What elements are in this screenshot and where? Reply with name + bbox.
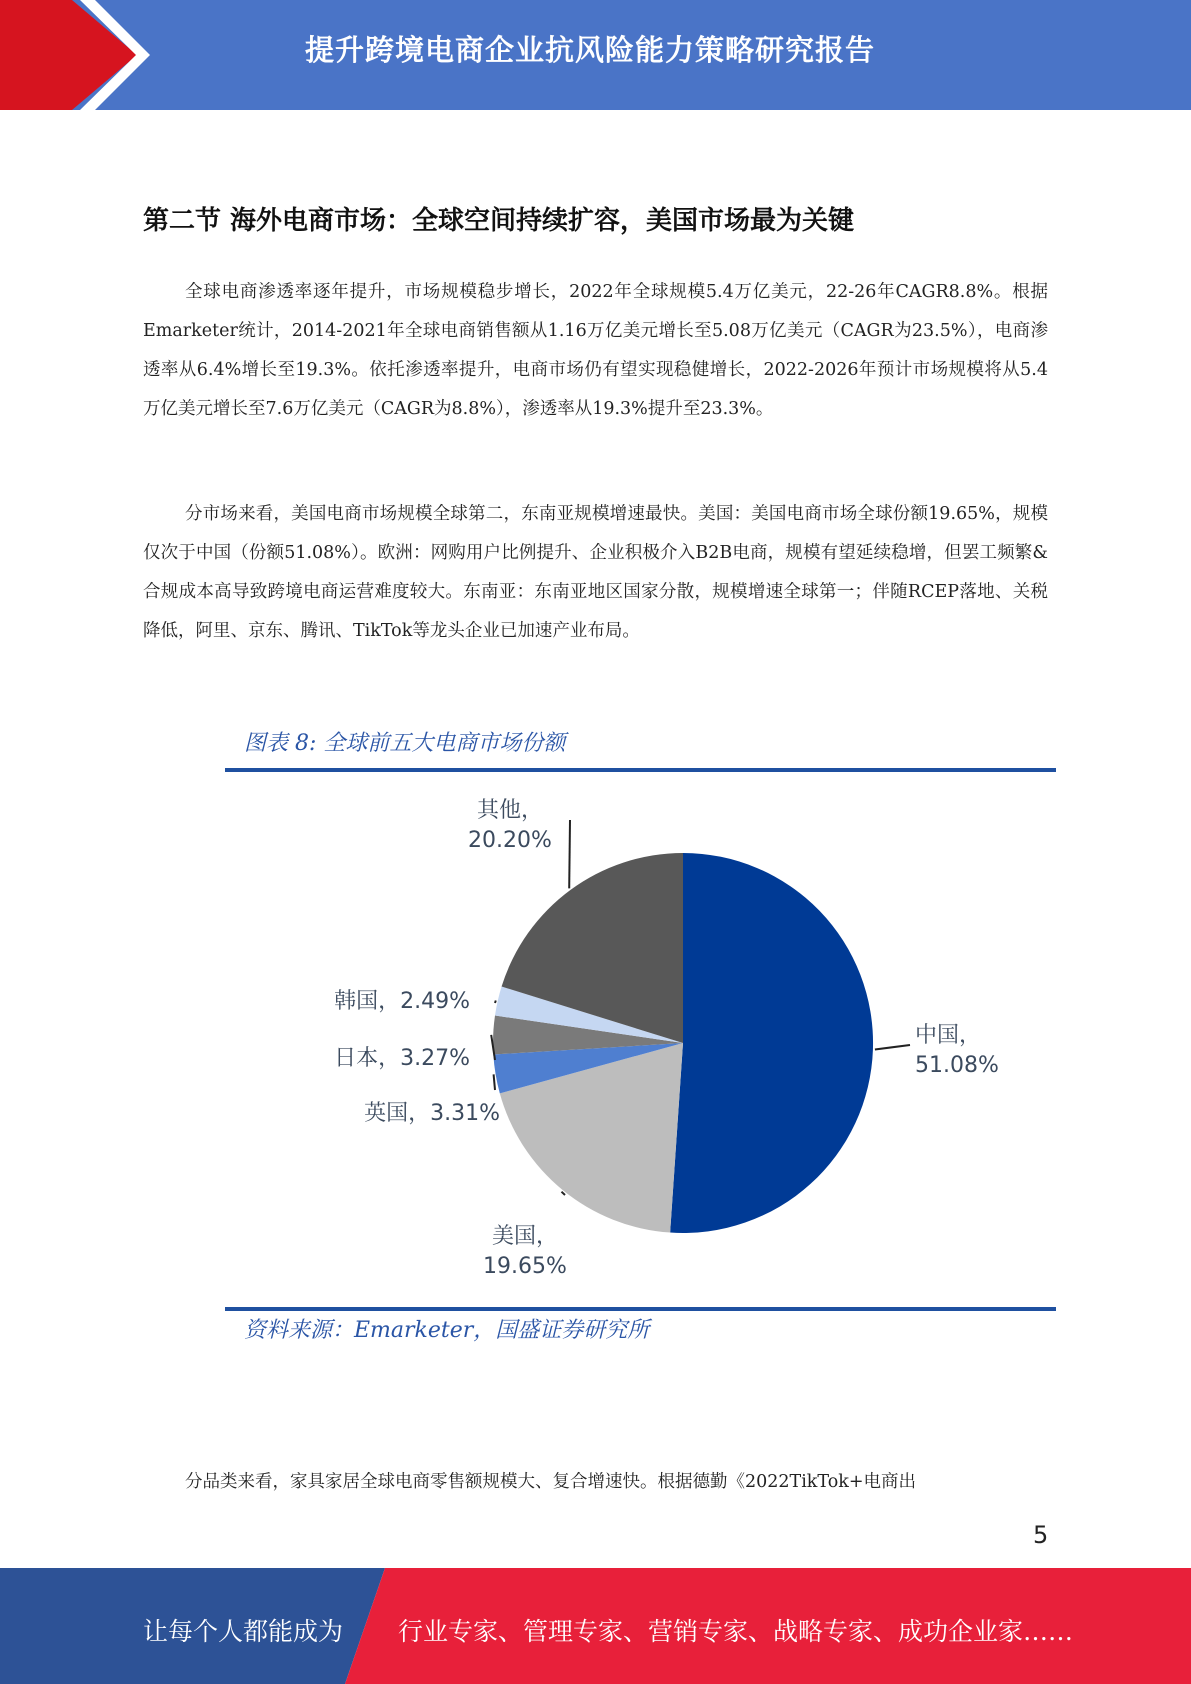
slice-label-美国: 美国， <box>491 1224 559 1249</box>
paragraph-regional-market: 分市场来看，美国电商市场规模全球第二，东南亚规模增速最快。美国：美国电商市场全球份额19.65%，规模仅次于中国（份额51.08%）。欧洲：网购用户比例提升、企业积极介入B2B电商，规模有望延续稳增，但罢工频繁&合规成本高导致跨境电商运营难度较大。东南亚：东南亚地区国家分散，规模增速全球第一；伴随RCEP落地、关税降低，阿里、京东、腾讯、TikTok等龙头企业已加速产业布局。 <box>143 504 1048 641</box>
leader-line-中国 <box>875 1045 910 1050</box>
slice-value-其他: 20.20% <box>468 828 552 853</box>
figure-bottom-rule <box>225 1307 1056 1311</box>
footer-banner <box>0 1568 1191 1684</box>
slice-label-日本: 日本，3.27% <box>334 1046 470 1071</box>
figure-source: 资料来源：Emarketer，国盛证券研究所 <box>244 1318 650 1343</box>
slice-label-英国: 英国，3.31% <box>364 1101 500 1126</box>
leader-line-韩国 <box>495 1001 496 1004</box>
slice-value-中国: 51.08% <box>915 1053 999 1078</box>
slice-label-中国: 中国， <box>915 1023 982 1048</box>
slice-value-美国: 19.65% <box>483 1254 567 1279</box>
footer-slogan-left: 让每个人都能成为 <box>143 1617 344 1646</box>
paragraph-category: 分品类来看，家具家居全球电商零售额规模大、复合增速快。根据德勤《2022TikTok+电商出 <box>185 1472 917 1492</box>
leader-line-美国 <box>562 1192 566 1195</box>
leader-line-其他 <box>569 820 570 888</box>
header-banner <box>0 0 1191 110</box>
paragraph-global-market: 全球电商渗透率逐年提升，市场规模稳步增长，2022年全球规模5.4万亿美元，22-26年CAGR8.8%。根据Emarketer统计，2014-2021年全球电商销售额从1.16万亿美元增长至5.08万亿美元（CAGR为23.5%），电商渗透率从6.4%增长至19.3%。依托渗透率提升，电商市场仍有望实现稳健增长，2022-2026年预计市场规模将从5.4万亿美元增长至7.6万亿美元（CAGR为8.8%），渗透率从19.3%提升至23.3%。 <box>143 282 1048 419</box>
figure-top-rule <box>225 768 1056 772</box>
slice-label-韩国: 韩国，2.49% <box>334 989 470 1014</box>
footer-slogan-right: 行业专家、管理专家、营销专家、战略专家、成功企业家…… <box>398 1617 1074 1646</box>
slice-label-其他: 其他， <box>476 798 544 823</box>
pie-slice-中国 <box>670 853 873 1233</box>
figure-title: 图表 8: 全球前五大电商市场份额 <box>244 731 566 756</box>
section-heading: 第二节 海外电商市场：全球空间持续扩容，美国市场最为关键 <box>143 206 855 236</box>
report-title: 提升跨境电商企业抗风险能力策略研究报告 <box>305 33 876 67</box>
arrow-decoration <box>0 0 160 110</box>
pie-chart <box>225 775 1056 1305</box>
leader-line-英国 <box>494 1074 495 1090</box>
page-number: 5 <box>1033 1521 1049 1549</box>
